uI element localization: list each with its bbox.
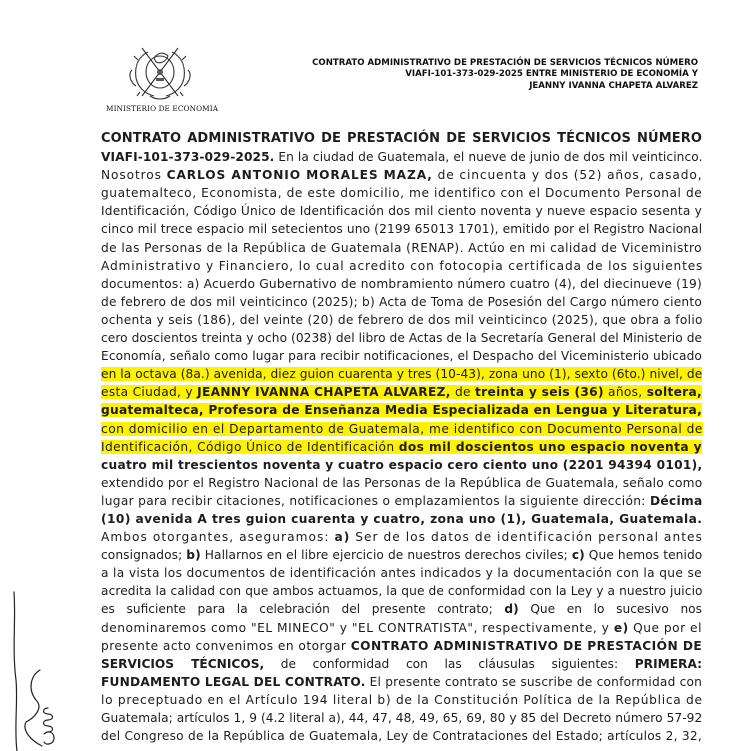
body-line: Identificación, Código Único de Identificación dos mil ciento noventa y nueve espacio sesenta y bbox=[101, 204, 702, 219]
body-line: cero doscientos treinta y ocho (0238) del libro de Actas de la Secretaría General del Ministerio de bbox=[101, 331, 703, 346]
body-line: de febrero de dos mil veinticinco (2025); b) Acta de Toma de Posesión del Cargo número ciento bbox=[101, 294, 702, 309]
text-run: c) bbox=[571, 548, 585, 563]
body-line bbox=[101, 673, 702, 691]
highlight-run: esta Ciudad, y bbox=[101, 385, 198, 400]
party-name: JEANNY IVANNA CHAPETA ALVAREZ, bbox=[197, 385, 451, 400]
body-line: extendido por el Registro Nacional de las Personas de la República de Guatemala, señalo como bbox=[101, 475, 703, 490]
body-line-highlighted bbox=[101, 420, 702, 438]
body-line: lo preceptuado en el Artículo 194 literal b) de la Constitución Política de la República de bbox=[101, 692, 703, 707]
body-line bbox=[101, 546, 702, 564]
body-line bbox=[101, 166, 702, 184]
body-line bbox=[101, 528, 702, 546]
coat-of-arms-logo bbox=[120, 34, 200, 104]
text-run: Décima bbox=[649, 493, 703, 508]
header-line: CONTRATO ADMINISTRATIVO DE PRESTACIÓN DE SERVICIOS TÉCNICOS NÚMERO bbox=[312, 58, 698, 68]
text-run: En la ciudad de Guatemala, el nueve de junio de dos mil veinticinco. bbox=[274, 150, 703, 165]
body-line: de las Personas de la República de Guatemala (RENAP). Actúo en mi calidad de Viceministro bbox=[101, 240, 702, 255]
text-run: denominaremos como "EL MINECO" y "EL CONTRATISTA", respectivamente, y bbox=[101, 620, 614, 635]
body-line: documentos: a) Acuerdo Gubernativo de nombramiento número cuatro (4), del diecinueve (19) bbox=[101, 276, 702, 291]
body-line bbox=[101, 619, 702, 637]
text-run: Hallarnos en el libre ejercicio de nuestros derechos civiles; bbox=[200, 548, 572, 563]
ministry-label: MINISTERIO DE ECONOMIA bbox=[106, 104, 219, 113]
text-run: CONTRATO ADMINISTRATIVO DE PRESTACIÓN DE bbox=[350, 638, 703, 653]
body-line bbox=[101, 600, 702, 618]
body-line: a la vista los documentos de identificación antes indicados y la documentación con la que se bbox=[101, 566, 702, 581]
highlight-run: guatemalteca, Profesora de Enseñanza Media Especializada en Lengua y Literatura, bbox=[101, 403, 702, 418]
text-run: e) bbox=[613, 620, 629, 635]
text-run: SERVICIOS TÉCNICOS, bbox=[101, 656, 265, 671]
body-line: guatemalteco, Economista, de este domicilio, me identifico con el Documento Personal de bbox=[101, 186, 703, 201]
handwritten-signature bbox=[0, 590, 80, 751]
body-line: ochenta y seis (186), del veinte (20) de febrero de dos mil veinticinco (2025), que obra a folio bbox=[101, 312, 703, 327]
body-line bbox=[101, 148, 702, 166]
body-line: cuatro mil trescientos noventa y cuatro espacio cero ciento uno (2201 94394 0101), bbox=[101, 457, 703, 472]
body-line bbox=[101, 492, 702, 510]
body-line bbox=[101, 655, 702, 673]
body-line-highlighted bbox=[101, 365, 702, 383]
body-line-highlighted bbox=[101, 401, 702, 419]
body-line: acredita la calidad con que ambos actuamos, la que de conformidad con la Ley y a nuestro juicio bbox=[101, 584, 703, 599]
text-run: lugar para recibir citaciones, notificaciones o emplazamientos la siguiente dirección: bbox=[101, 493, 650, 508]
body-line-highlighted bbox=[101, 438, 702, 456]
body-line: Administrativo y Financiero, lo cual acredito con fotocopia certificada de los siguientes bbox=[101, 258, 704, 273]
highlight-run: en la octava (8a.) avenida, diez guion cuarenta y tres (10-43), zona uno (1), sexto (6to.) nivel, de bbox=[101, 367, 703, 382]
highlight-run: soltera, bbox=[646, 385, 702, 400]
highlight-run: Identificación, Código Único de Identificación bbox=[101, 439, 399, 454]
highlight-run: años, bbox=[603, 385, 647, 400]
highlight-run: treinta y seis (36) bbox=[475, 385, 604, 400]
highlight-run: dos mil doscientos uno espacio noventa y bbox=[398, 439, 702, 454]
body-line: Guatemala; artículos 1, 9 (4.2 literal a), 44, 47, 48, 49, 65, 69, 80 y 85 del Decreto número 57-92 bbox=[101, 711, 703, 725]
body-line bbox=[101, 637, 702, 655]
contract-number: VIAFI-101-373-029-2025. bbox=[101, 150, 275, 165]
text-run: Ser de los datos de identificación personal antes bbox=[350, 530, 703, 545]
body-line: CONTRATO ADMINISTRATIVO DE PRESTACIÓN DE SERVICIOS TÉCNICOS NÚMERO bbox=[101, 131, 702, 146]
text-run: consignados; bbox=[101, 548, 187, 563]
highlight-run: de bbox=[450, 385, 476, 400]
clause-heading: PRIMERA: bbox=[634, 656, 702, 671]
body-line: (10) avenida A tres guion cuarenta y cuatro, zona uno (1), Guatemala, Guatemala. bbox=[101, 511, 703, 526]
text-run: es suficiente para la celebración del presente contrato; bbox=[101, 602, 505, 617]
text-run: Ambos otorgantes, aseguramos: bbox=[101, 530, 335, 545]
text-run: de conformidad con las cláusulas siguientes: bbox=[264, 656, 635, 671]
header-contract-reference bbox=[300, 58, 698, 92]
text-run: Nosotros bbox=[101, 168, 167, 183]
highlight-run: con domicilio en el Departamento de Guatemala, me identifico con Documento Personal de bbox=[101, 421, 703, 436]
contract-body bbox=[101, 130, 702, 745]
text-run: Que en lo sucesivo nos bbox=[518, 602, 702, 617]
header-line: JEANNY IVANNA CHAPETA ALVAREZ bbox=[529, 80, 698, 91]
text-run: El presente contrato se suscribe de conformidad con bbox=[365, 674, 703, 689]
text-run: b) bbox=[186, 548, 201, 563]
text-run: presente acto convenimos en otorgar bbox=[101, 638, 351, 653]
body-line-highlighted bbox=[101, 383, 702, 401]
text-run: Que hemos tenido bbox=[584, 548, 703, 563]
header-line: VIAFI-101-373-029-2025 ENTRE MINISTERIO DE ECONOMÍA Y bbox=[405, 69, 698, 80]
text-run: Que por el bbox=[628, 620, 702, 635]
text-run: a) bbox=[334, 530, 351, 545]
body-line: cinco mil trece espacio mil setecientos uno (2199 65013 1701), emitido por el Registro Nacional bbox=[101, 222, 703, 237]
text-run: de cincuenta y dos (52) años, casado, bbox=[432, 168, 703, 183]
text-run: d) bbox=[504, 602, 519, 617]
clause-title: FUNDAMENTO LEGAL DEL CONTRATO. bbox=[101, 674, 366, 689]
body-line: Economía, señalo como lugar para recibir notificaciones, el Despacho del Viceministerio ubicado bbox=[101, 349, 702, 364]
body-line: del Congreso de la República de Guatemala, Ley de Contrataciones del Estado; artículos 2, 32, bbox=[101, 729, 702, 744]
party-name: CARLOS ANTONIO MORALES MAZA, bbox=[166, 168, 433, 183]
